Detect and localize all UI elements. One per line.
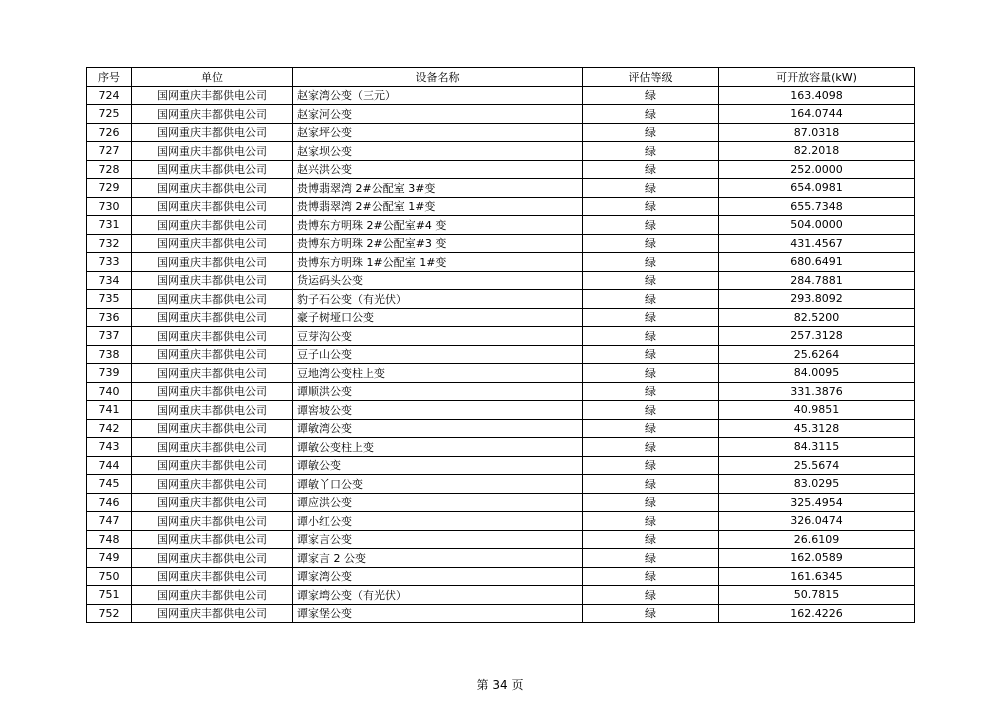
page-number: 第 34 页 <box>476 678 524 692</box>
row-device-name: 谭敏公变 <box>293 456 583 475</box>
row-device-name: 谭家堡公变 <box>293 604 583 623</box>
row-device-name: 谭家塆公变（有光伏） <box>293 586 583 605</box>
row-rating: 绿 <box>583 234 719 253</box>
row-unit: 国网重庆丰都供电公司 <box>132 401 293 420</box>
row-device-name: 豹子石公变（有光伏） <box>293 290 583 309</box>
table-row <box>87 160 915 179</box>
table-row <box>87 234 915 253</box>
row-unit: 国网重庆丰都供电公司 <box>132 160 293 179</box>
row-capacity: 326.0474 <box>719 512 915 531</box>
row-unit: 国网重庆丰都供电公司 <box>132 382 293 401</box>
row-capacity: 284.7881 <box>719 271 915 290</box>
row-index: 742 <box>87 419 132 438</box>
row-unit: 国网重庆丰都供电公司 <box>132 419 293 438</box>
row-index: 738 <box>87 345 132 364</box>
table-row <box>87 382 915 401</box>
table-row <box>87 530 915 549</box>
row-rating: 绿 <box>583 475 719 494</box>
row-unit: 国网重庆丰都供电公司 <box>132 364 293 383</box>
row-unit: 国网重庆丰都供电公司 <box>132 549 293 568</box>
row-rating: 绿 <box>583 179 719 198</box>
row-unit: 国网重庆丰都供电公司 <box>132 216 293 235</box>
row-unit: 国网重庆丰都供电公司 <box>132 123 293 142</box>
row-unit: 国网重庆丰都供电公司 <box>132 271 293 290</box>
row-rating: 绿 <box>583 160 719 179</box>
row-capacity: 331.3876 <box>719 382 915 401</box>
row-index: 743 <box>87 438 132 457</box>
row-capacity: 162.4226 <box>719 604 915 623</box>
row-unit: 国网重庆丰都供电公司 <box>132 438 293 457</box>
row-device-name: 谭顺洪公变 <box>293 382 583 401</box>
row-index: 734 <box>87 271 132 290</box>
row-index: 731 <box>87 216 132 235</box>
row-rating: 绿 <box>583 401 719 420</box>
row-index: 751 <box>87 586 132 605</box>
row-index: 736 <box>87 308 132 327</box>
row-index: 750 <box>87 567 132 586</box>
row-rating: 绿 <box>583 345 719 364</box>
table-row <box>87 123 915 142</box>
row-rating: 绿 <box>583 123 719 142</box>
row-unit: 国网重庆丰都供电公司 <box>132 327 293 346</box>
row-index: 727 <box>87 142 132 161</box>
capacity-table <box>86 67 915 623</box>
row-device-name: 贵博东方明珠 1#公配室 1#变 <box>293 253 583 272</box>
table-row <box>87 142 915 161</box>
row-capacity: 257.3128 <box>719 327 915 346</box>
row-unit: 国网重庆丰都供电公司 <box>132 308 293 327</box>
row-unit: 国网重庆丰都供电公司 <box>132 530 293 549</box>
row-capacity: 162.0589 <box>719 549 915 568</box>
table-row <box>87 345 915 364</box>
row-rating: 绿 <box>583 197 719 216</box>
table-row <box>87 86 915 105</box>
row-rating: 绿 <box>583 253 719 272</box>
table-row <box>87 475 915 494</box>
row-capacity: 164.0744 <box>719 105 915 124</box>
row-capacity: 82.5200 <box>719 308 915 327</box>
table-row <box>87 586 915 605</box>
row-unit: 国网重庆丰都供电公司 <box>132 456 293 475</box>
table-row <box>87 216 915 235</box>
row-rating: 绿 <box>583 382 719 401</box>
row-unit: 国网重庆丰都供电公司 <box>132 604 293 623</box>
table-row <box>87 493 915 512</box>
row-capacity: 504.0000 <box>719 216 915 235</box>
row-capacity: 26.6109 <box>719 530 915 549</box>
table-row <box>87 438 915 457</box>
row-rating: 绿 <box>583 290 719 309</box>
row-capacity: 161.6345 <box>719 567 915 586</box>
row-unit: 国网重庆丰都供电公司 <box>132 586 293 605</box>
row-index: 726 <box>87 123 132 142</box>
row-rating: 绿 <box>583 216 719 235</box>
row-device-name: 谭家湾公变 <box>293 567 583 586</box>
row-unit: 国网重庆丰都供电公司 <box>132 86 293 105</box>
row-index: 733 <box>87 253 132 272</box>
row-index: 752 <box>87 604 132 623</box>
row-index: 746 <box>87 493 132 512</box>
table-row <box>87 456 915 475</box>
row-device-name: 贵博东方明珠 2#公配室#4 变 <box>293 216 583 235</box>
row-rating: 绿 <box>583 493 719 512</box>
header-capacity: 可开放容量(kW) <box>719 68 915 87</box>
row-device-name: 货运码头公变 <box>293 271 583 290</box>
row-device-name: 贵博东方明珠 2#公配室#3 变 <box>293 234 583 253</box>
row-unit: 国网重庆丰都供电公司 <box>132 290 293 309</box>
header-rating: 评估等级 <box>583 68 719 87</box>
row-device-name: 赵家坝公变 <box>293 142 583 161</box>
row-capacity: 25.5674 <box>719 456 915 475</box>
row-rating: 绿 <box>583 86 719 105</box>
row-index: 740 <box>87 382 132 401</box>
row-device-name: 豆芽沟公变 <box>293 327 583 346</box>
table-row <box>87 179 915 198</box>
table-row <box>87 419 915 438</box>
row-unit: 国网重庆丰都供电公司 <box>132 345 293 364</box>
table-row <box>87 567 915 586</box>
header-unit: 单位 <box>132 68 293 87</box>
row-capacity: 654.0981 <box>719 179 915 198</box>
row-device-name: 谭应洪公变 <box>293 493 583 512</box>
row-device-name: 赵兴洪公变 <box>293 160 583 179</box>
table-row <box>87 327 915 346</box>
row-capacity: 45.3128 <box>719 419 915 438</box>
row-rating: 绿 <box>583 586 719 605</box>
row-index: 745 <box>87 475 132 494</box>
row-device-name: 谭窖坡公变 <box>293 401 583 420</box>
row-index: 735 <box>87 290 132 309</box>
row-capacity: 163.4098 <box>719 86 915 105</box>
row-rating: 绿 <box>583 142 719 161</box>
row-unit: 国网重庆丰都供电公司 <box>132 197 293 216</box>
row-index: 729 <box>87 179 132 198</box>
row-capacity: 25.6264 <box>719 345 915 364</box>
row-rating: 绿 <box>583 271 719 290</box>
row-device-name: 豆子山公变 <box>293 345 583 364</box>
row-index: 732 <box>87 234 132 253</box>
row-capacity: 87.0318 <box>719 123 915 142</box>
row-unit: 国网重庆丰都供电公司 <box>132 512 293 531</box>
row-unit: 国网重庆丰都供电公司 <box>132 234 293 253</box>
row-unit: 国网重庆丰都供电公司 <box>132 567 293 586</box>
row-capacity: 325.4954 <box>719 493 915 512</box>
row-rating: 绿 <box>583 530 719 549</box>
row-capacity: 680.6491 <box>719 253 915 272</box>
row-unit: 国网重庆丰都供电公司 <box>132 179 293 198</box>
table-row <box>87 604 915 623</box>
row-capacity: 293.8092 <box>719 290 915 309</box>
table-header-row <box>87 68 915 87</box>
row-rating: 绿 <box>583 308 719 327</box>
row-rating: 绿 <box>583 604 719 623</box>
row-capacity: 40.9851 <box>719 401 915 420</box>
table-row <box>87 549 915 568</box>
row-device-name: 谭敏公变柱上变 <box>293 438 583 457</box>
row-rating: 绿 <box>583 549 719 568</box>
row-index: 730 <box>87 197 132 216</box>
row-rating: 绿 <box>583 456 719 475</box>
row-rating: 绿 <box>583 512 719 531</box>
row-device-name: 贵博翡翠湾 2#公配室 3#变 <box>293 179 583 198</box>
row-index: 725 <box>87 105 132 124</box>
row-unit: 国网重庆丰都供电公司 <box>132 253 293 272</box>
row-index: 741 <box>87 401 132 420</box>
table-row <box>87 197 915 216</box>
row-capacity: 84.3115 <box>719 438 915 457</box>
row-device-name: 赵家湾公变（三元） <box>293 86 583 105</box>
row-device-name: 豆地湾公变柱上变 <box>293 364 583 383</box>
row-index: 728 <box>87 160 132 179</box>
row-unit: 国网重庆丰都供电公司 <box>132 142 293 161</box>
row-device-name: 豪子树垭口公变 <box>293 308 583 327</box>
row-capacity: 83.0295 <box>719 475 915 494</box>
header-device-name: 设备名称 <box>293 68 583 87</box>
row-device-name: 谭小红公变 <box>293 512 583 531</box>
row-device-name: 谭敏湾公变 <box>293 419 583 438</box>
row-capacity: 84.0095 <box>719 364 915 383</box>
header-index: 序号 <box>87 68 132 87</box>
row-index: 747 <box>87 512 132 531</box>
row-index: 749 <box>87 549 132 568</box>
table-row <box>87 253 915 272</box>
table-row <box>87 512 915 531</box>
table-row <box>87 271 915 290</box>
row-capacity: 655.7348 <box>719 197 915 216</box>
row-index: 744 <box>87 456 132 475</box>
row-rating: 绿 <box>583 327 719 346</box>
row-rating: 绿 <box>583 364 719 383</box>
row-index: 737 <box>87 327 132 346</box>
table-row <box>87 401 915 420</box>
table-row <box>87 105 915 124</box>
row-rating: 绿 <box>583 567 719 586</box>
table-row <box>87 364 915 383</box>
row-device-name: 谭家言 2 公变 <box>293 549 583 568</box>
row-device-name: 赵家河公变 <box>293 105 583 124</box>
row-unit: 国网重庆丰都供电公司 <box>132 493 293 512</box>
row-device-name: 贵博翡翠湾 2#公配室 1#变 <box>293 197 583 216</box>
row-unit: 国网重庆丰都供电公司 <box>132 105 293 124</box>
row-device-name: 谭敏丫口公变 <box>293 475 583 494</box>
row-index: 739 <box>87 364 132 383</box>
row-capacity: 82.2018 <box>719 142 915 161</box>
table-row <box>87 308 915 327</box>
row-rating: 绿 <box>583 438 719 457</box>
row-index: 724 <box>87 86 132 105</box>
row-rating: 绿 <box>583 419 719 438</box>
row-unit: 国网重庆丰都供电公司 <box>132 475 293 494</box>
table-row <box>87 290 915 309</box>
row-rating: 绿 <box>583 105 719 124</box>
row-capacity: 50.7815 <box>719 586 915 605</box>
row-capacity: 431.4567 <box>719 234 915 253</box>
row-index: 748 <box>87 530 132 549</box>
row-device-name: 谭家言公变 <box>293 530 583 549</box>
row-capacity: 252.0000 <box>719 160 915 179</box>
row-device-name: 赵家坪公变 <box>293 123 583 142</box>
table-body <box>87 86 915 623</box>
